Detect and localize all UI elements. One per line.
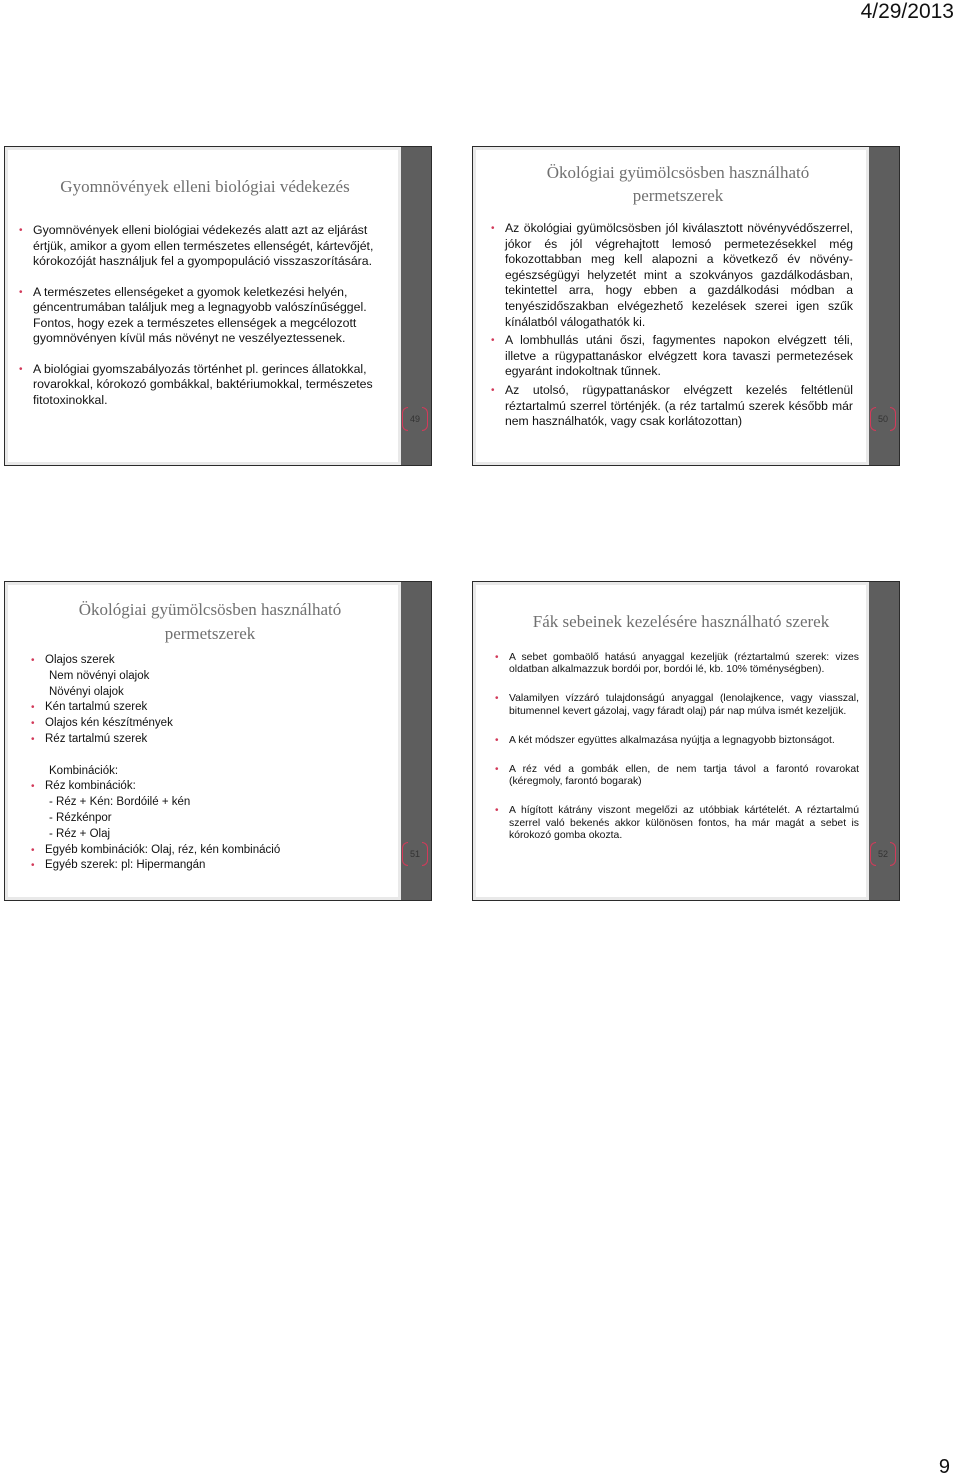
list-line: - Réz + Kén: Bordóilé + kén [49,796,191,809]
slide-title: Gyomnövények elleni biológiai védekezés [60,177,350,196]
slide-49 [4,146,432,466]
bullet-item: • Olajos szerek [31,653,391,669]
bullet-item: • A természetes ellenségeket a gyomok keletkezési helyén, géncentrumában találjuk meg a legnagyobb valószínűséggel. Fontos, hogy ezek a természetes ellenségek a megcélozott gyomnövényen kívül más növényt ne veszélyeztessenek. [19,285,389,347]
header-date: 4/29/2013 [860,0,954,23]
slide-title: Fák sebeinek kezelésére használható szerek [532,612,830,631]
bullet-item: • A réz véd a gombák ellen, de nem tartja távol a farontó rovarokat (kéregmoly, farontó bogarak) [495,764,859,788]
bullet-list [495,652,859,842]
list-line [31,748,391,764]
list-line: Növényi olajok [49,685,124,698]
bullet-item: • A lombhullás utáni őszi, fagymentes napokon elvégzett téli, illetve a rügypattanáskor elvégzett kora tavaszi permetezések egyaránt indokoltnak tűnnek. [491,333,853,380]
bullet-item: • Gyomnövények elleni biológiai védekezés alatt azt az eljárást értjük, amikor a gyom ellen természetes ellenségét, kártevőjét, kórokozóját használjuk fel a gyompopuláció visszaszorítására. [19,223,389,270]
slide-title: Ökológiai gyümölcsösben használható permetszerek [78,600,342,643]
list-line: - Réz + Olaj [49,827,111,840]
slide-50 [472,146,900,466]
bullet-item: • Egyéb kombinációk: Olaj, réz, kén kombináció [31,843,391,859]
list-line: Kombinációk: [49,764,119,777]
bullet-item: • Olajos kén készítmények [31,716,391,732]
bullet-item: • A két módszer együttes alkalmazása nyújtja a legnagyobb biztonságot. [495,735,859,747]
slide-52 [472,581,900,901]
bullet-item: • Réz kombinációk: [31,779,391,795]
bullet-item: • Egyéb szerek: pl: Hipermangán [31,858,391,874]
page-number: 9 [938,1456,950,1478]
list-line: - Rézkénpor [49,811,112,824]
bullet-item: • A biológiai gyomszabályozás történhet pl. gerinces állatokkal, rovarokkal, kórokozó gombákkal, baktériumokkal, természetes fitotoxinokkal. [19,362,389,409]
bullet-item: • Valamilyen vízzáró tulajdonságú anyaggal (lenolajkence, vagy viasszal, bitumennel kevert gázolaj, vagy fáradt olaj) pár nap múlva ismét kezeljük. [495,693,859,717]
bullet-list [491,221,853,430]
slide-number: 51 [405,842,425,866]
bullet-item: • A hígított kátrány viszont megelőzi az utóbbiak kártételét. A réztartalmú szerrel való bekenés akkor különösen fontos, ha már magát a sebet is kórokozó gomba okozta. [495,805,859,842]
bullet-item: • A sebet gombaölő hatású anyaggal kezeljük (réztartalmú szerek: vizes oldatban alkalmazzuk bordói por, bordói lé, kb. 10% töménységben). [495,652,859,676]
slide-title: Ökológiai gyümölcsösben használható permetszerek [546,163,810,205]
bullet-item: • Az utolsó, rügypattanáskor elvégzett kezelés feltétlenül réztartalmú szerrel történjék. (a réz tartalmú szerek később már nem használhatók, vagy csak korlátozottan) [491,383,853,430]
slide-51 [4,581,432,901]
bullet-item: • Az ökológiai gyümölcsösben jól kiválasztott növényvédőszerrel, jókor és jól végrehajtott lemosó permetezésekkel még fokozottabban meg kell alapozni a következő év növény-egészségügyi helyzetét mint a szokványos gazdálkodásban, tekintettel arra, hogy ebben a gazdálkodási módban a tenyészidőszakban elvégezhető kezelések szerei igen szűk kínálatból válogathatók ki. [491,221,853,330]
bullet-item: • Réz tartalmú szerek [31,732,391,748]
slide-number: 50 [873,407,893,431]
slide-number: 52 [873,842,893,866]
bullet-list [31,653,391,874]
slide-number: 49 [405,407,425,431]
bullet-item: • Kén tartalmú szerek [31,700,391,716]
list-line: Nem növényi olajok [49,669,150,682]
bullet-list [19,223,389,408]
